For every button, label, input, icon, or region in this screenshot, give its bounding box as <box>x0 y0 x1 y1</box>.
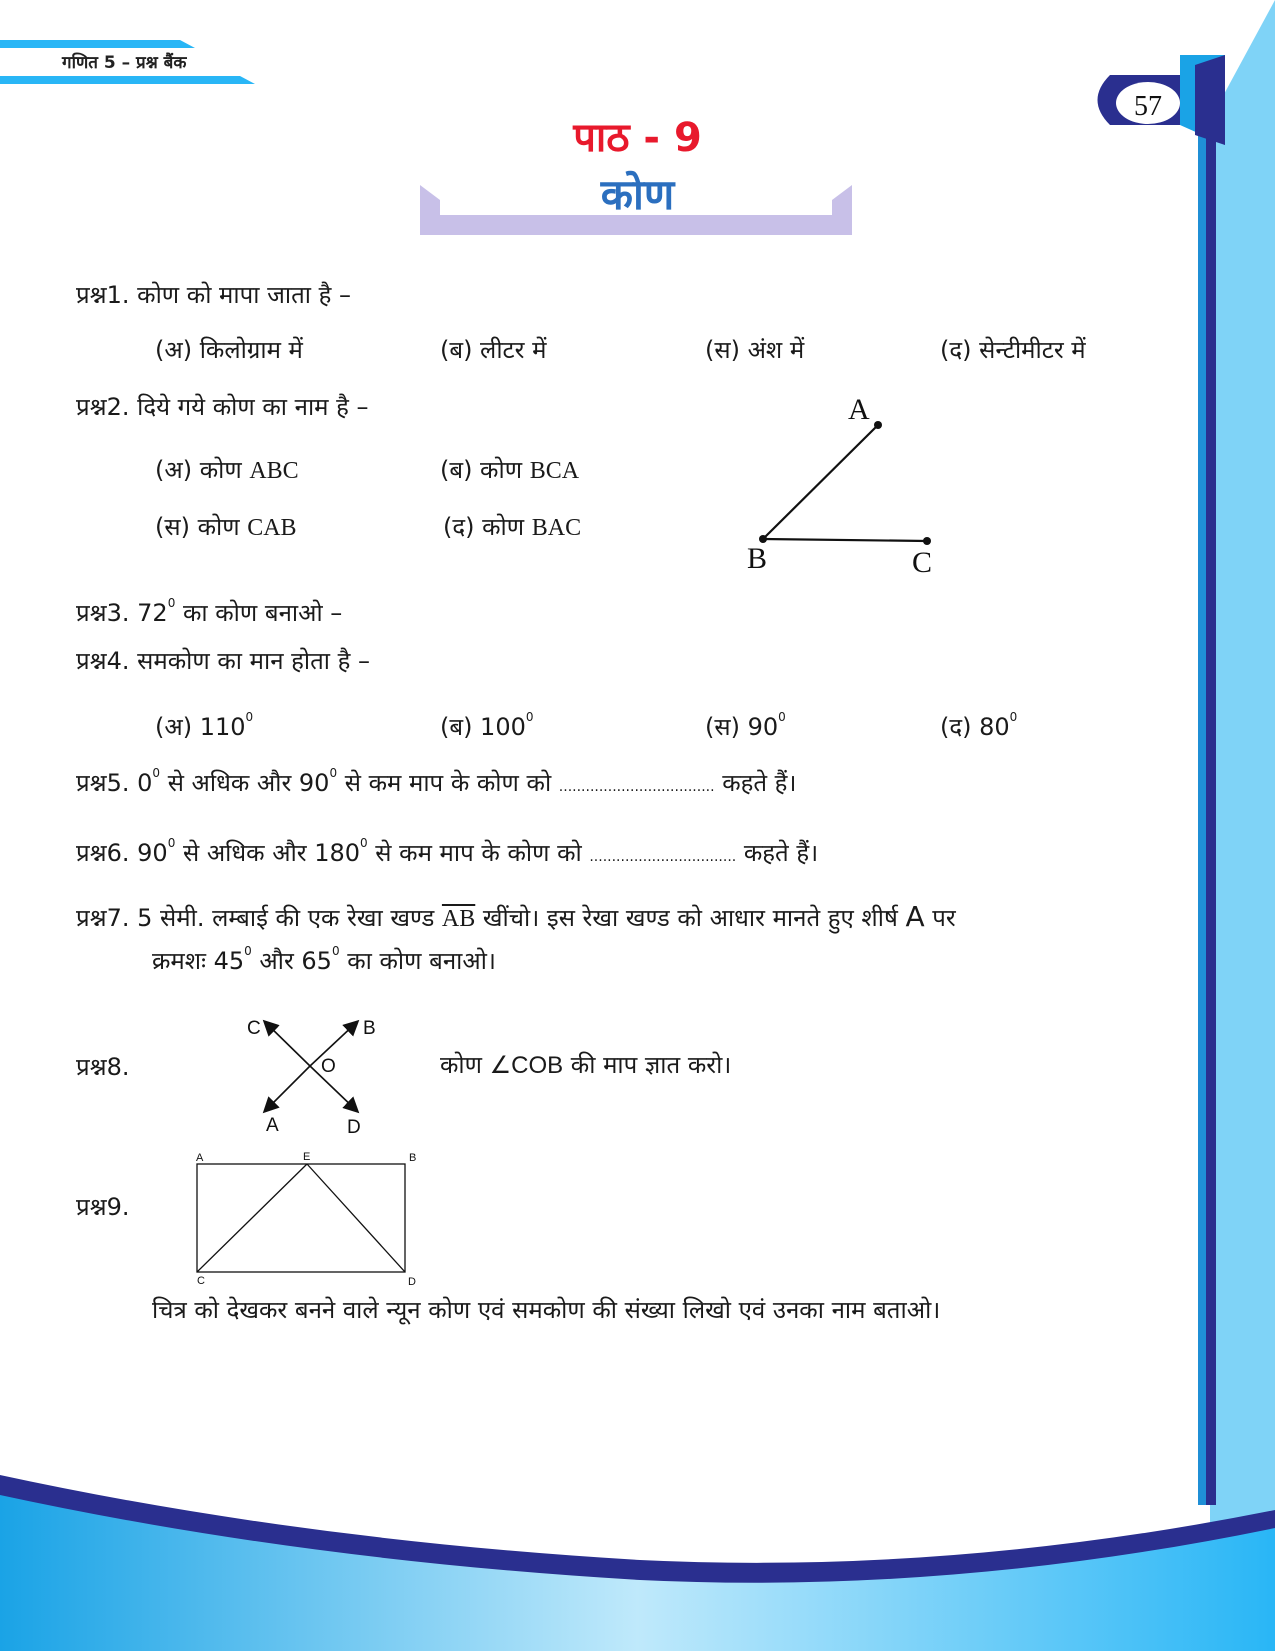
q1-option-a: (अ) किलोग्राम में <box>155 336 303 364</box>
header-ribbon <box>0 40 195 48</box>
q9-label-c: C <box>197 1275 205 1287</box>
q4-option-b: (ब) $100^0$ <box>440 710 534 741</box>
q2-option-b: (ब) कोण BCA <box>440 456 580 484</box>
question-9-text: चित्र को देखकर बनने वाले न्यून कोण एवं समकोण की संख्या लिखो एवं उनका नाम बताओ। <box>152 1296 941 1324</box>
q4-option-c: (स) $90^0$ <box>705 710 786 741</box>
question-6: प्रश्न6. $90^0$ से अधिक और $180^0$ से कम माप के कोण को ................................. कहते हैं। <box>76 836 819 867</box>
q9-label-b: B <box>409 1152 417 1164</box>
chapter-title: कोण <box>600 170 675 219</box>
q2-label-a: A <box>848 393 870 426</box>
q2-option-a: (अ) कोण ABC <box>155 456 299 484</box>
question-8-text: कोण ∠COB की माप ज्ञात करो। <box>440 1051 732 1079</box>
question-8-label: प्रश्न8. <box>76 1053 130 1081</box>
page-number: 57 <box>1134 91 1162 122</box>
right-side-panel <box>1210 0 1275 1651</box>
book-header: गणित 5 – प्रश्न बैंक <box>62 53 187 73</box>
q8-label-d: D <box>347 1117 361 1138</box>
question-2: प्रश्न2. दिये गये कोण का नाम है – <box>76 393 369 421</box>
q1-option-c: (स) अंश में <box>705 336 805 364</box>
q8-label-o: O <box>321 1056 336 1077</box>
q8-label-a: A <box>266 1115 279 1136</box>
question-3: प्रश्न3. $72^0$ का कोण बनाओ – <box>76 596 343 627</box>
q4-option-a: (अ) $110^0$ <box>155 710 254 741</box>
question-1: प्रश्न1. कोण को मापा जाता है – <box>76 281 352 309</box>
right-side-stripe <box>1206 55 1216 1505</box>
q9-label-e: E <box>303 1151 311 1163</box>
q4-option-d: (द) $80^0$ <box>940 710 1018 741</box>
q8-label-c: C <box>247 1018 261 1039</box>
question-4: प्रश्न4. समकोण का मान होता है – <box>76 647 371 675</box>
q2-label-b: B <box>747 542 768 575</box>
question-9-label: प्रश्न9. <box>76 1193 130 1221</box>
question-7-line-2: क्रमशः $45^0$ और $65^0$ का कोण बनाओ। <box>152 944 497 975</box>
q1-option-d: (द) सेन्टीमीटर में <box>940 336 1086 364</box>
question-5: प्रश्न5. $0^0$ से अधिक और $90^0$ से कम माप के कोण को ................................... कहते हैं। <box>76 766 797 797</box>
question-7-line-1: प्रश्न7. 5 सेमी. लम्बाई की एक रेखा खण्ड $\overline{AB}$ खींचो। इस रेखा खण्ड को आधार मानते हुए शीर्ष A पर <box>76 900 956 933</box>
q1-option-b: (ब) लीटर में <box>440 336 547 364</box>
q2-option-c: (स) कोण CAB <box>155 513 297 541</box>
q2-option-d: (द) कोण BAC <box>443 513 582 541</box>
q9-label-d: D <box>408 1276 416 1288</box>
segment-ab: $\overline{AB}$ <box>441 906 476 932</box>
q2-label-c: C <box>912 546 933 579</box>
chapter-number: पाठ - 9 <box>573 115 702 161</box>
q8-label-b: B <box>363 1018 376 1039</box>
q9-rectangle-figure <box>190 1160 420 1280</box>
q2-angle-figure <box>740 390 940 580</box>
q8-intersecting-lines-figure <box>250 1010 370 1120</box>
header-underline <box>0 76 255 84</box>
q9-label-a: A <box>196 1152 204 1164</box>
